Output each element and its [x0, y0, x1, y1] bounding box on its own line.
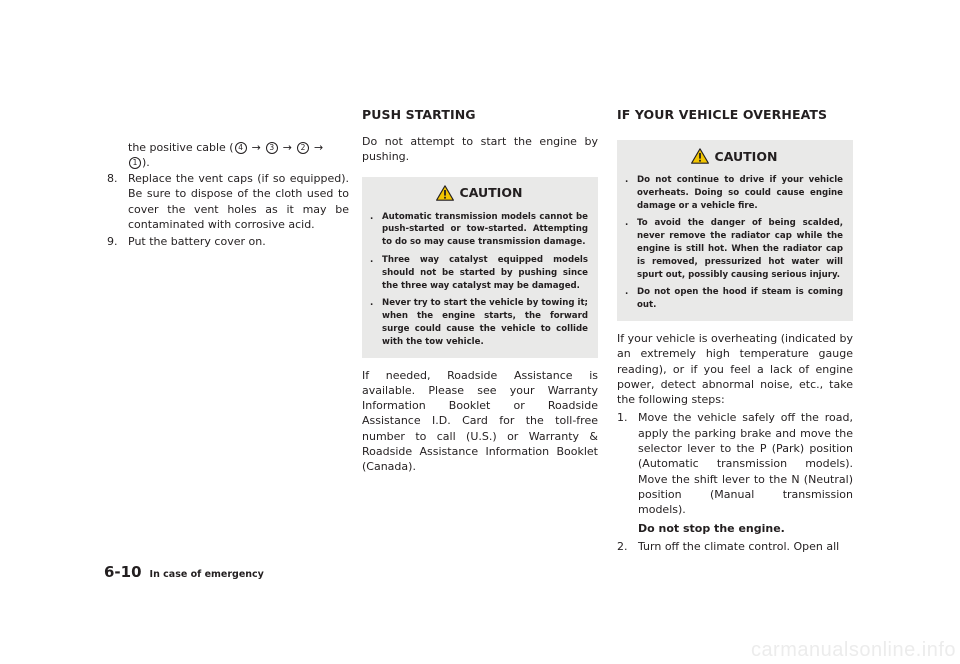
caution-box	[617, 140, 853, 321]
caution-list	[625, 174, 843, 312]
section-heading: IF YOUR VEHICLE OVERHEATS	[617, 107, 828, 122]
page-footer	[104, 563, 264, 581]
list-item: . Automatic transmission models cannot be push-started or tow-started. Attempting to do so may cause transmission damage.	[370, 211, 588, 248]
step-text: Replace the vent caps (if so equipped). Be sure to dispose of the cloth used to cover the vent holes as it may be contaminated with corrosive acid.	[128, 172, 349, 231]
list-item: . Never try to start the vehicle by towing it; when the engine starts, the forward surge could cause the vehicle to collide with the tow vehicle.	[370, 298, 588, 347]
arrow-icon: →	[282, 141, 293, 154]
circled-number-4: 4	[235, 142, 247, 154]
list-item	[617, 410, 853, 535]
list-item	[107, 234, 349, 249]
overheat-paragraph: If your vehicle is overheating (indicated by an extremely high temperature gauge reading), or if you feel a lack of engine power, detect abnormal noise, etc., take the following steps:	[617, 331, 853, 407]
caution-title: CAUTION	[459, 185, 523, 201]
continuation-text: the positive cable ( 4 → 3 → 2 → 1 ).	[128, 141, 324, 170]
step-number: 2.	[617, 539, 628, 553]
caution-title: CAUTION	[714, 148, 778, 164]
circled-number-3: 3	[266, 142, 278, 154]
list-item: . Do not continue to drive if your vehicle overheats. Doing so could cause engine damage or a vehicle fire.	[625, 175, 843, 211]
circled-number-2: 2	[297, 142, 309, 154]
section-name: In case of emergency	[149, 569, 264, 580]
circled-number-1: 1	[129, 157, 141, 169]
step-text: Put the battery cover on.	[128, 235, 266, 249]
arrow-icon: →	[314, 141, 324, 154]
warning-icon	[436, 185, 454, 201]
step-number: 9.	[107, 235, 118, 249]
list-item: . To avoid the danger of being scalded, never remove the radiator cap while the engine is still hot. When the radiator cap is removed, pressurized hot water will spurt out, possibly causing serious injury.	[625, 218, 843, 280]
list-item	[107, 171, 349, 232]
step-text: Move the vehicle safely off the road, apply the parking brake and move the selector lever to the P (Park) position (Automatic transmission models). Move the shift lever to the N (Neutral) position (Manual transmission models).	[638, 411, 853, 517]
caution-box	[362, 177, 598, 358]
battery-continuation	[128, 140, 349, 171]
page-number: 6-10	[104, 563, 142, 581]
watermark: carmanualsonline.info	[750, 639, 956, 661]
roadside-paragraph: If needed, Roadside Assistance is available. Please see your Warranty Information Booklet or Roadside Assistance I.D. Card for the toll-free number to call (U.S.) or Warranty & Roadside Assistance Information Booklet (Canada).	[362, 368, 598, 474]
step-number: 8.	[107, 172, 118, 185]
arrow-icon: →	[251, 141, 261, 154]
caution-header	[625, 148, 843, 164]
caution-header	[370, 185, 588, 201]
list-item: . Do not open the hood if steam is coming out.	[625, 287, 843, 311]
intro-text: Do not attempt to start the engine by pushing.	[362, 135, 598, 164]
caution-list	[370, 211, 588, 349]
step-note: Do not stop the engine.	[638, 521, 785, 535]
section-heading: PUSH STARTING	[362, 107, 476, 122]
list-item: . Three way catalyst equipped models should not be started by pushing since the three way catalyst may be damaged.	[370, 254, 588, 291]
warning-icon	[691, 148, 709, 164]
step-number: 1.	[617, 411, 628, 425]
battery-steps	[107, 171, 349, 249]
list-item	[617, 539, 853, 554]
step-text: Turn off the climate control. Open all	[638, 539, 840, 553]
